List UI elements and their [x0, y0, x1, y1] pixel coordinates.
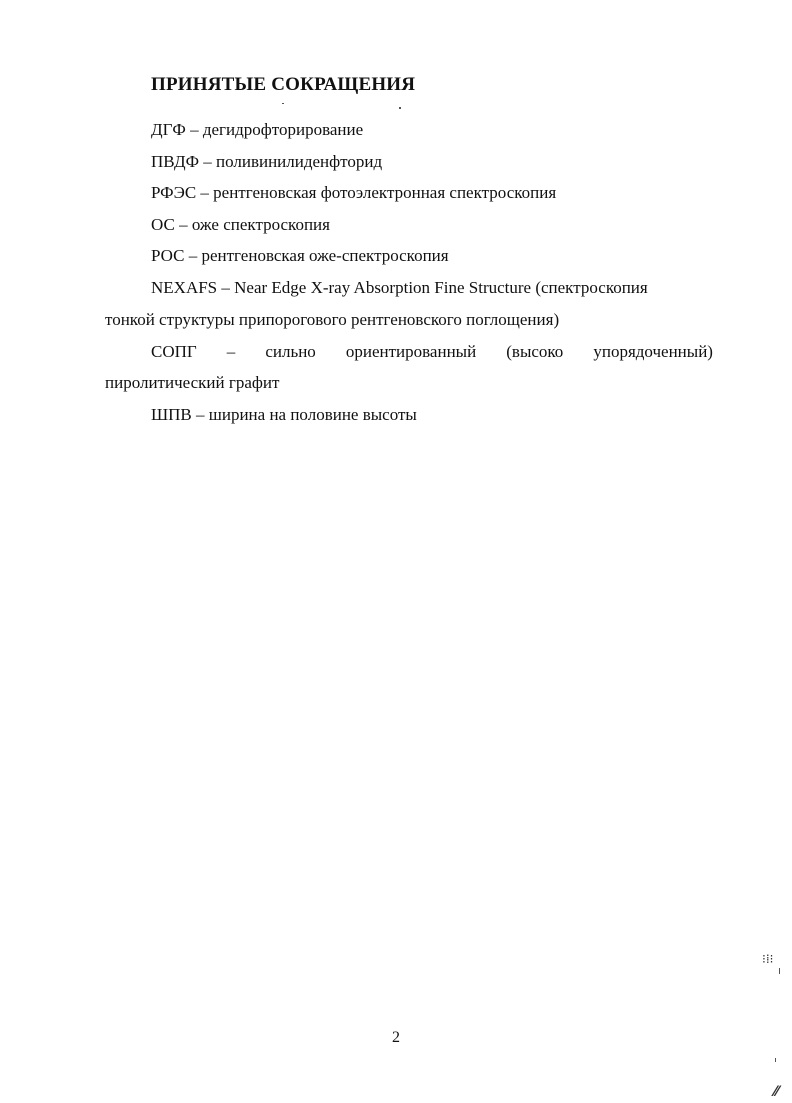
abbreviation-entry-os: ОС – оже спектроскопия	[151, 215, 330, 234]
scan-mark: ⁝⁞⁝	[762, 952, 774, 966]
abbreviation-entry-ros: РОС – рентгеновская оже-спектроскопия	[151, 246, 449, 265]
page-title: ПРИНЯТЫЕ СОКРАЩЕНИЯ	[151, 74, 416, 95]
abbreviation-entry-sopg-line2: пиролитический графит	[105, 373, 280, 392]
scan-speck	[775, 1058, 776, 1062]
sopg-word: сильно	[265, 342, 316, 361]
scan-speck	[282, 103, 284, 104]
sopg-word: ориентированный	[345, 342, 477, 361]
sopg-word: –	[226, 342, 236, 361]
scan-speck	[779, 968, 780, 974]
scan-speck	[399, 107, 401, 109]
abbreviation-entry-rfes: РФЭС – рентгеновская фотоэлектронная спектроскопия	[151, 183, 557, 202]
abbreviation-entry-nexafs-line1: NEXAFS – Near Edge X-ray Absorption Fine Structure (спектроскопия	[151, 278, 648, 297]
abbreviation-entry-nexafs-line2: тонкой структуры припорогового рентгеновского поглощения)	[105, 310, 560, 329]
sopg-word: (высоко	[506, 342, 564, 361]
sopg-word: СОПГ	[151, 342, 197, 361]
sopg-word: упорядоченный)	[593, 342, 713, 361]
abbreviation-entry-dgf: ДГФ – дегидрофторирование	[151, 120, 364, 139]
abbreviation-entry-shpv: ШПВ – ширина на половине высоты	[151, 405, 417, 424]
abbreviation-entry-pvdf: ПВДФ – поливинилиденфторид	[151, 152, 383, 171]
scan-mark: ⁄⁄	[774, 1084, 779, 1100]
page-number: 2	[392, 1029, 400, 1046]
abbreviation-entry-sopg-line1	[151, 342, 713, 362]
